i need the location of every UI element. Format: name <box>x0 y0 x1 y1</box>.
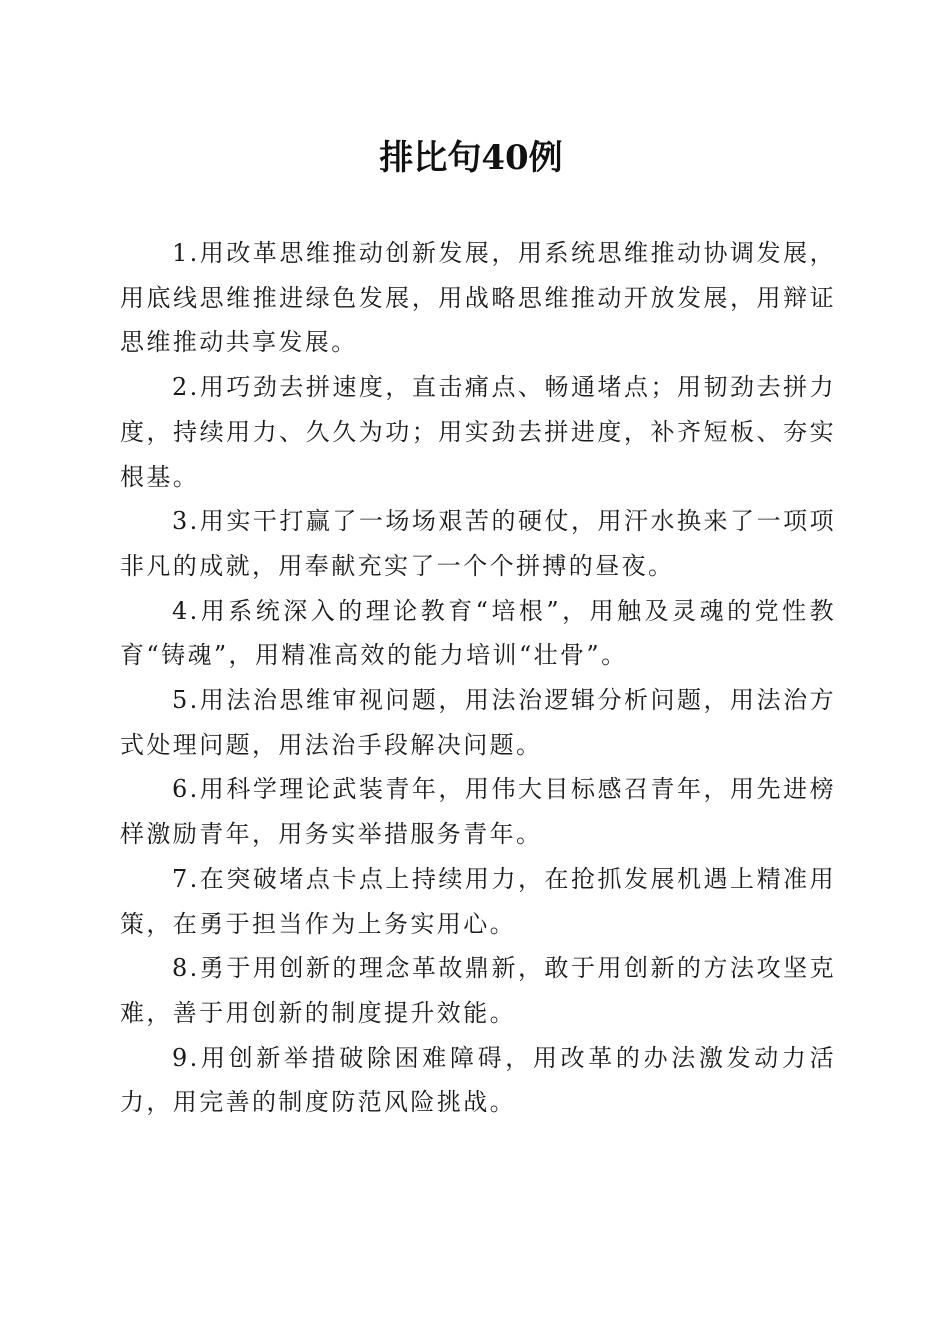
paragraph-1: 1.用改革思维推动创新发展，用系统思维推动协调发展，用底线思维推进绿色发展，用战略思维推动开放发展，用辩证思维推动共享发展。 <box>120 239 836 357</box>
paragraph-6: 6.用科学理论武装青年，用伟大目标感召青年，用先进榜样激励青年，用务实举措服务青年。 <box>120 775 836 849</box>
paragraph-8: 8.勇于用创新的理念革故鼎新，敢于用创新的方法攻坚克难，善于用创新的制度提升效能。 <box>120 954 836 1027</box>
document-title: 排比句40例 <box>379 138 563 178</box>
document-body <box>120 231 836 1125</box>
paragraph-3: 3.用实干打赢了一场场艰苦的硬仗，用汗水换来了一项项非凡的成就，用奉献充实了一个个拼搏的昼夜。 <box>120 507 836 580</box>
paragraph-2: 2.用巧劲去拼速度，直击痛点、畅通堵点；用韧劲去拼力度，持续用力、久久为功；用实劲去拼进度，补齐短板、夯实根基。 <box>120 373 836 491</box>
paragraph-5: 5.用法治思维审视问题，用法治逻辑分析问题，用法治方式处理问题，用法治手段解决问题。 <box>120 686 836 759</box>
paragraph-7: 7.在突破堵点卡点上持续用力，在抢抓发展机遇上精准用策，在勇于担当作为上务实用心。 <box>120 864 836 938</box>
paragraph-4: 4.用系统深入的理论教育“培根”，用触及灵魂的党性教育“铸魂”，用精准高效的能力培训“壮骨”。 <box>120 596 836 670</box>
paragraph-9: 9.用创新举措破除困难障碍，用改革的办法激发动力活力，用完善的制度防范风险挑战。 <box>120 1043 836 1117</box>
